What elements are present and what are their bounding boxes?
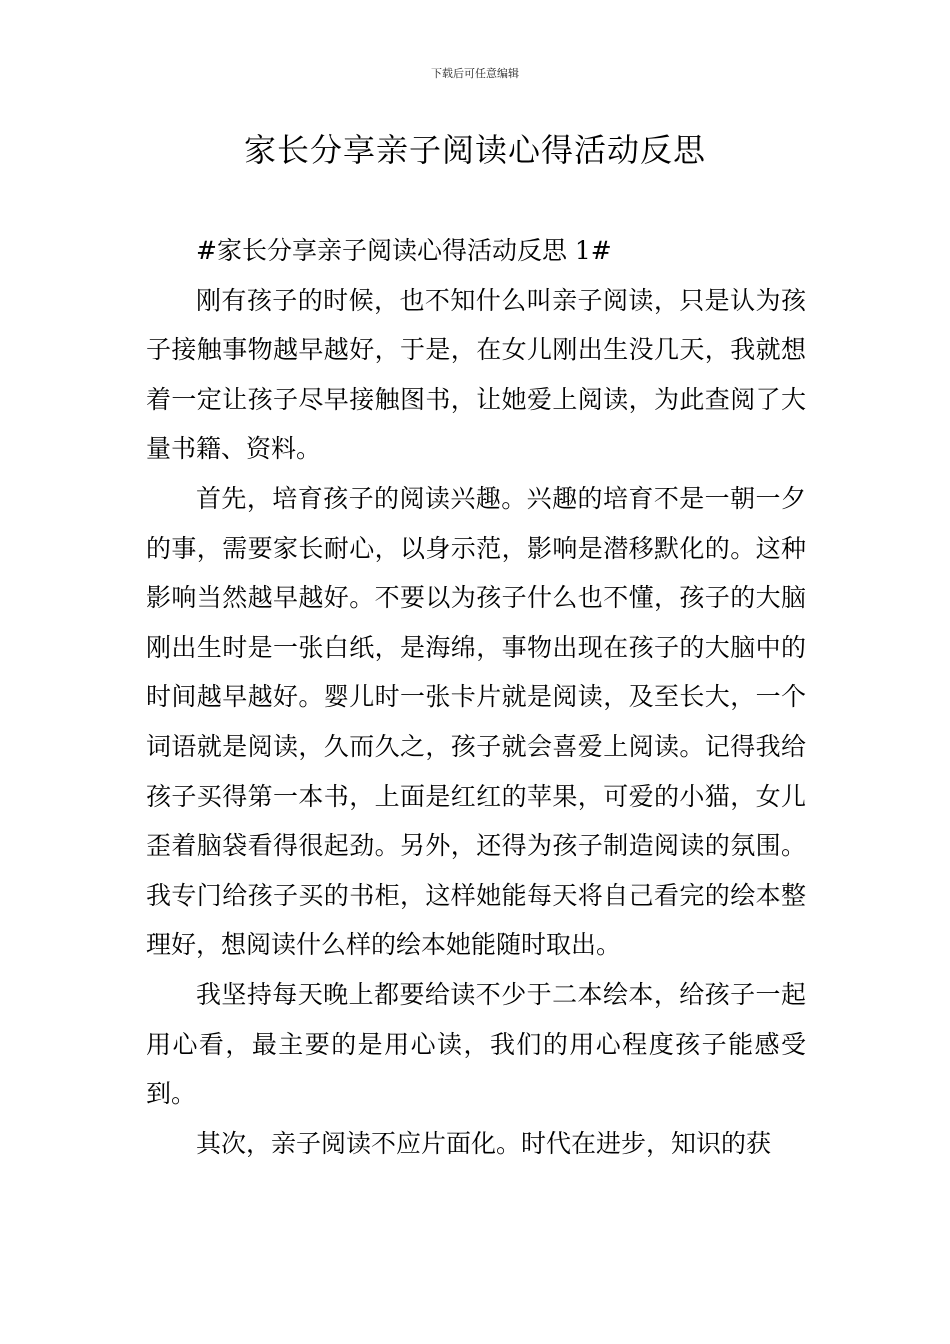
document-body (146, 226, 806, 1168)
paragraph: 我坚持每天晚上都要给读不少于二本绘本，给孩子一起用心看，最主要的是用心读，我们的用心程度孩子能感受到。 (146, 979, 806, 1109)
paragraph: 其次，亲子阅读不应片面化。时代在进步，知识的获 (196, 1128, 772, 1158)
page-title: 家长分享亲子阅读心得活动反思 (243, 131, 706, 169)
header-note: 下载后可任意编辑 (431, 67, 519, 80)
section-heading: #家长分享亲子阅读心得活动反思 1# (196, 236, 612, 265)
paragraph: 刚有孩子的时候，也不知什么叫亲子阅读，只是认为孩子接触事物越早越好，于是，在女儿刚出生没几天，我就想着一定让孩子尽早接触图书，让她爱上阅读，为此查阅了大量书籍、资料。 (146, 285, 806, 464)
paragraph: 首先，培育孩子的阅读兴趣。兴趣的培育不是一朝一夕的事，需要家长耐心，以身示范，影响是潜移默化的。这种影响当然越早越好。不要以为孩子什么也不懂，孩子的大脑刚出生时是一张白纸，是海绵，事物出现在孩子的大脑中的时间越早越好。婴儿时一张卡片就是阅读，及至长大，一个词语就是阅读，久而久之，孩子就会喜爱上阅读。记得我给孩子买得第一本书，上面是红红的苹果，可爱的小猫，女儿歪着脑袋看得很起劲。另外，还得为孩子制造阅读的氛围。我专门给孩子买的书柜，这样她能每天将自己看完的绘本整理好，想阅读什么样的绘本她能随时取出。 (146, 483, 806, 960)
